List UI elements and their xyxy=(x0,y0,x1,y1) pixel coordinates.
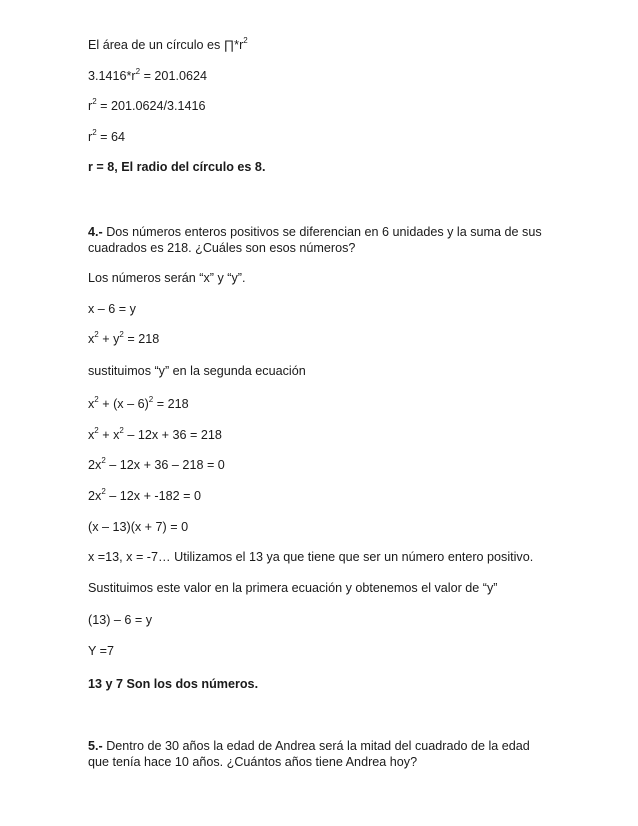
equation-line: $3.1416*r^2 = 201.0624$ xyxy=(88,66,207,83)
problem-4-line-1: 4.- Dos números enteros positivos se diferencian en 6 unidades y la suma de sus xyxy=(88,225,542,239)
problem-4-line-2: cuadrados es 218. ¿Cuáles son esos números? xyxy=(88,241,356,255)
equation-line: (x – 13)(x + 7) = 0 xyxy=(88,520,189,534)
radius-answer: r = 8, El radio del círculo es 8. xyxy=(88,160,266,174)
equation-line: $2x^2 - 12x + 36 - 218 = 0$ xyxy=(88,455,225,472)
equation-line: $r^2 = 64$ xyxy=(88,127,126,144)
problem-5-line-2: que tenía hace 10 años. ¿Cuántos años tiene Andrea hoy? xyxy=(88,755,418,769)
circle-area-formula: El área de un círculo es $\prod*r^2$ xyxy=(88,35,248,52)
problem-5-line-1: 5.- Dentro de 30 años la edad de Andrea será la mitad del cuadrado de la edad xyxy=(88,739,530,753)
text-line: x =13, x = -7… Utilizamos el 13 ya que tiene que ser un número entero positivo. xyxy=(88,550,534,564)
equation-line: $x^2 + (x - 6)^2 = 218$ xyxy=(88,394,189,411)
text-line: Sustituimos este valor en la primera ecuación y obtenemos el valor de “y” xyxy=(88,581,498,595)
text-line: Los números serán “x” y “y”. xyxy=(88,271,246,285)
equation-line: x – 6 = y xyxy=(88,302,136,316)
equation-line: $x^2 + x^2 - 12x + 36 = 218$ xyxy=(88,425,222,442)
equation-line: Y =7 xyxy=(88,644,115,658)
text-line: sustituimos “y” en la segunda ecuación xyxy=(88,364,306,378)
equation-line: $x^2 + y^2 = 218$ xyxy=(88,329,160,346)
equation-line: $2x^2 - 12x + -182 = 0$ xyxy=(88,486,201,503)
equation-line: $r^2 = 201.0624/3.1416$ xyxy=(88,96,206,113)
numbers-answer: 13 y 7 Son los dos números. xyxy=(88,677,259,691)
equation-line: (13) – 6 = y xyxy=(88,613,153,627)
